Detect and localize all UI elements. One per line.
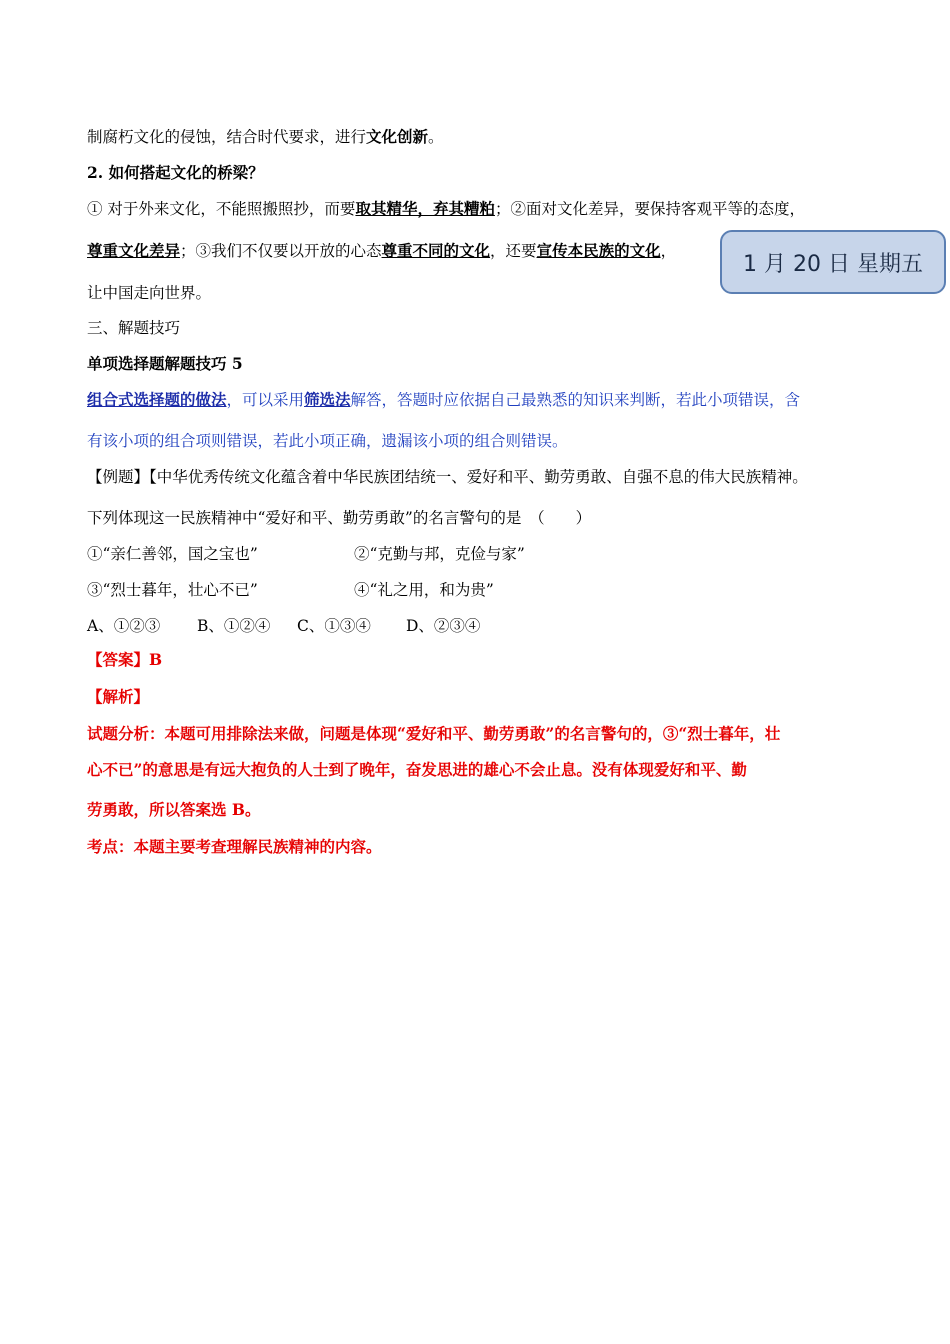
option-4: ④“礼之用，和为贵”	[354, 581, 494, 599]
tip-text-line-2: 有该小项的组合项则错误，若此小项正确，遗漏该小项的组合则错误。	[87, 432, 568, 450]
tip-text-line-1: 组合式选择题的做法，可以采用筛选法解答，答题时应依据自己最熟悉的知识来判断，若此小项错误，含	[87, 390, 801, 409]
choice-a: A、①②③	[87, 617, 161, 635]
analysis-line-3: 劳勇敢，所以答案选 B。	[87, 800, 261, 819]
option-3: ③“烈士暮年，壮心不已”	[87, 581, 258, 599]
choice-b: B、①②④	[197, 617, 271, 635]
section-3-heading: 三、解题技巧	[87, 319, 181, 337]
analysis-label: 【解析】	[87, 687, 150, 706]
analysis-line-1: 试题分析：本题可用排除法来做，问题是体现“爱好和平、勤劳勇敢”的名言警句的，③“烈士暮年，壮	[87, 724, 781, 743]
text-line-respect-culture: 尊重文化差异；③我们不仅要以开放的心态尊重不同的文化，还要宣传本民族的文化，	[87, 241, 677, 260]
option-2: ②“克勤与邦，克俭与家”	[354, 545, 525, 563]
kaodian-line: 考点：本题主要考查理解民族精神的内容。	[87, 837, 382, 856]
date-badge-text: 1 月 20 日 星期五	[743, 251, 923, 277]
option-1: ①“亲仁善邻，国之宝也”	[87, 545, 258, 563]
analysis-line-2: 心不已”的意思是有远大抱负的人士到了晚年，奋发思进的雄心不会止息。没有体现爱好和平、勤	[87, 760, 747, 779]
date-badge	[720, 230, 946, 294]
text-line-culture-innovation: 制腐朽文化的侵蚀，结合时代要求，进行文化创新。	[87, 127, 444, 146]
choice-c: C、①③④	[297, 617, 371, 635]
question-2-title: 2. 如何搭起文化的桥梁？	[87, 163, 264, 182]
text-line-foreign-culture: ① 对于外来文化，不能照搬照抄，而要取其精华，弃其糟粕；②面对文化差异，要保持客观平等的态度，	[87, 199, 805, 218]
example-label: 【例题】	[87, 468, 150, 486]
choice-d: D、②③④	[406, 617, 481, 635]
tip-title: 单项选择题解题技巧 5	[87, 354, 243, 373]
answer-label: 【答案】	[87, 650, 150, 669]
question-text: 下列体现这一民族精神中“爱好和平、勤劳勇敢”的名言警句的是 （ ）	[87, 509, 592, 527]
answer-line	[87, 649, 162, 671]
answer-value: B	[149, 650, 163, 669]
text-line-china-world: 让中国走向世界。	[87, 284, 212, 302]
example-line: 【例题】【中华优秀传统文化蕴含着中华民族团结统一、爱好和平、勤劳勇敢、自强不息的伟大民族精神。	[87, 468, 808, 486]
